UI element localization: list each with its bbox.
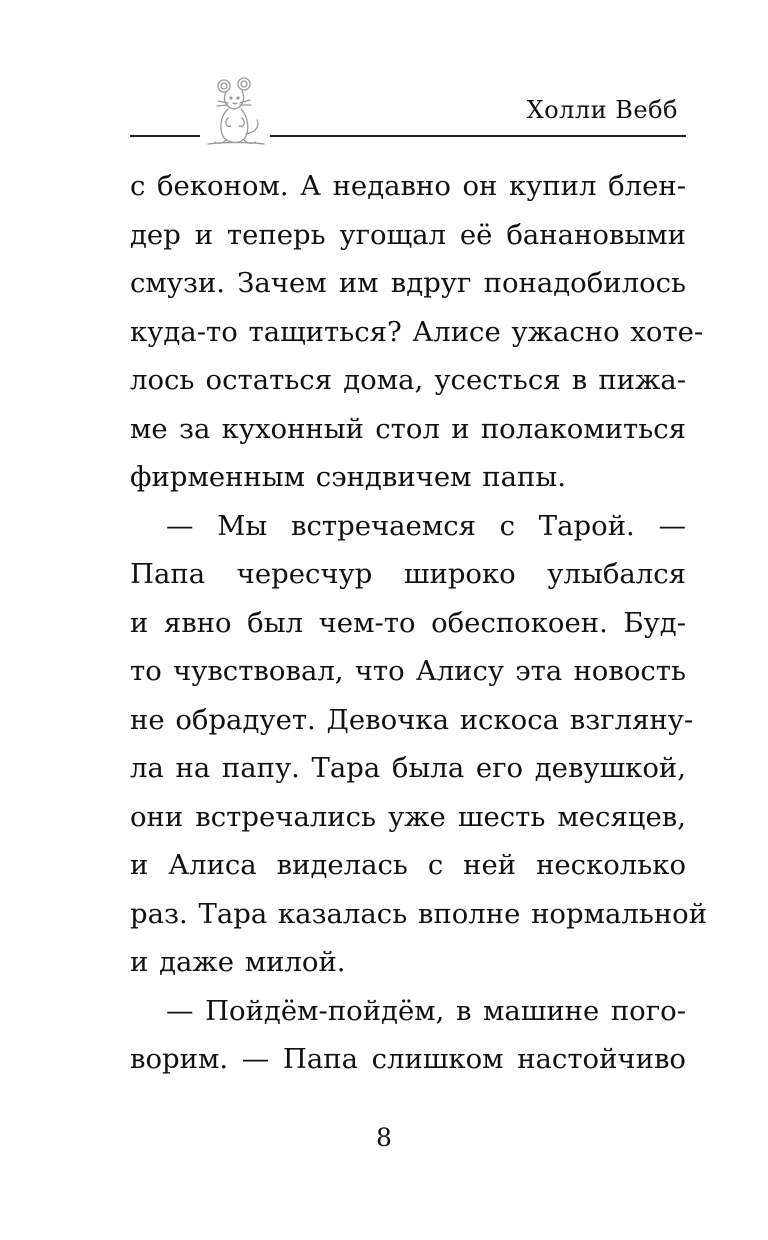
header-rule-right [270, 135, 686, 137]
text-line: ме за кухонный стол и полакомиться [130, 412, 686, 445]
text-line: они встречались уже шесть месяцев, [130, 800, 686, 833]
text-line: смузи. Зачем им вдруг понадобилось [130, 267, 686, 299]
text-line: не обрадует. Девочка искоса взгляну- [130, 703, 694, 736]
text-line: и явно был чем-то обеспокоен. Буд- [130, 606, 686, 639]
text-line: то чувствовал, что Алису эта новость [130, 655, 686, 687]
text-line: и Алиса виделась с ней несколько [130, 849, 686, 881]
mouse-icon [202, 70, 268, 148]
running-title: Холли Вебб [526, 96, 678, 124]
text-line: ворим. — Папа слишком настойчиво [130, 1043, 686, 1075]
book-text [130, 162, 708, 1084]
text-line: раз. Тара казалась вполне нормальной [130, 897, 708, 930]
text-line: ла на папу. Тара была его девушкой, [130, 752, 686, 784]
text-line: дер и теперь угощал её банановыми [130, 218, 686, 251]
text-line: — Мы встречаемся с Тарой. — [166, 509, 686, 542]
text-line: — Пойдём-пойдём, в машине пого- [166, 994, 686, 1027]
text-line: Папа чересчур широко улыбался [130, 558, 686, 590]
text-line: и даже милой. [130, 946, 346, 978]
header-rule-left [130, 135, 200, 137]
text-line: с беконом. А недавно он купил блен- [130, 170, 686, 202]
page-number: 8 [376, 1123, 392, 1152]
text-line: фирменным сэндвичем папы. [130, 461, 566, 493]
text-line: лось остаться дома, усесться в пижа- [130, 364, 686, 396]
running-header [130, 70, 686, 150]
text-line: куда-то тащиться? Алисе ужасно хоте- [130, 315, 704, 348]
